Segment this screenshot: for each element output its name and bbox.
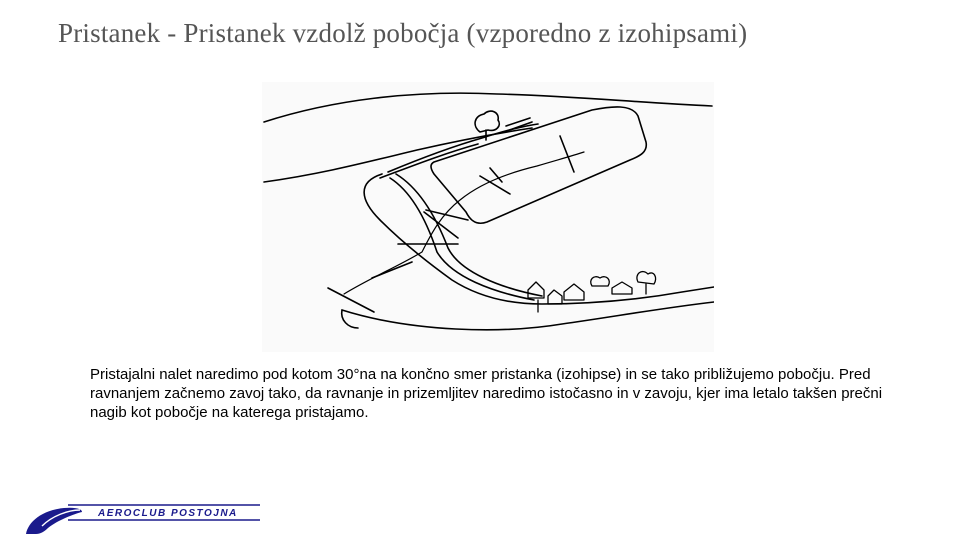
aeroclub-postojna-logo	[24, 500, 264, 536]
svg-text:AEROCLUB POSTOJNA: AEROCLUB POSTOJNA	[98, 508, 238, 519]
slide-title: Pristanek - Pristanek vzdolž pobočja (vzporedno z izohipsami)	[58, 18, 748, 48]
slope-landing-illustration	[262, 82, 714, 352]
description-paragraph: Pristajalni nalet naredimo pod kotom 30°na na končno smer pristanka (izohipse) in se tako približujemo pobočju. Pred ravnanjem začnemo zavoj tako, da ravnanje in prizemljitev naredimo istočasno in v zavoju, kjer ima letalo takšen prečni nagib kot pobočje na katerega pristajamo.	[90, 366, 883, 421]
